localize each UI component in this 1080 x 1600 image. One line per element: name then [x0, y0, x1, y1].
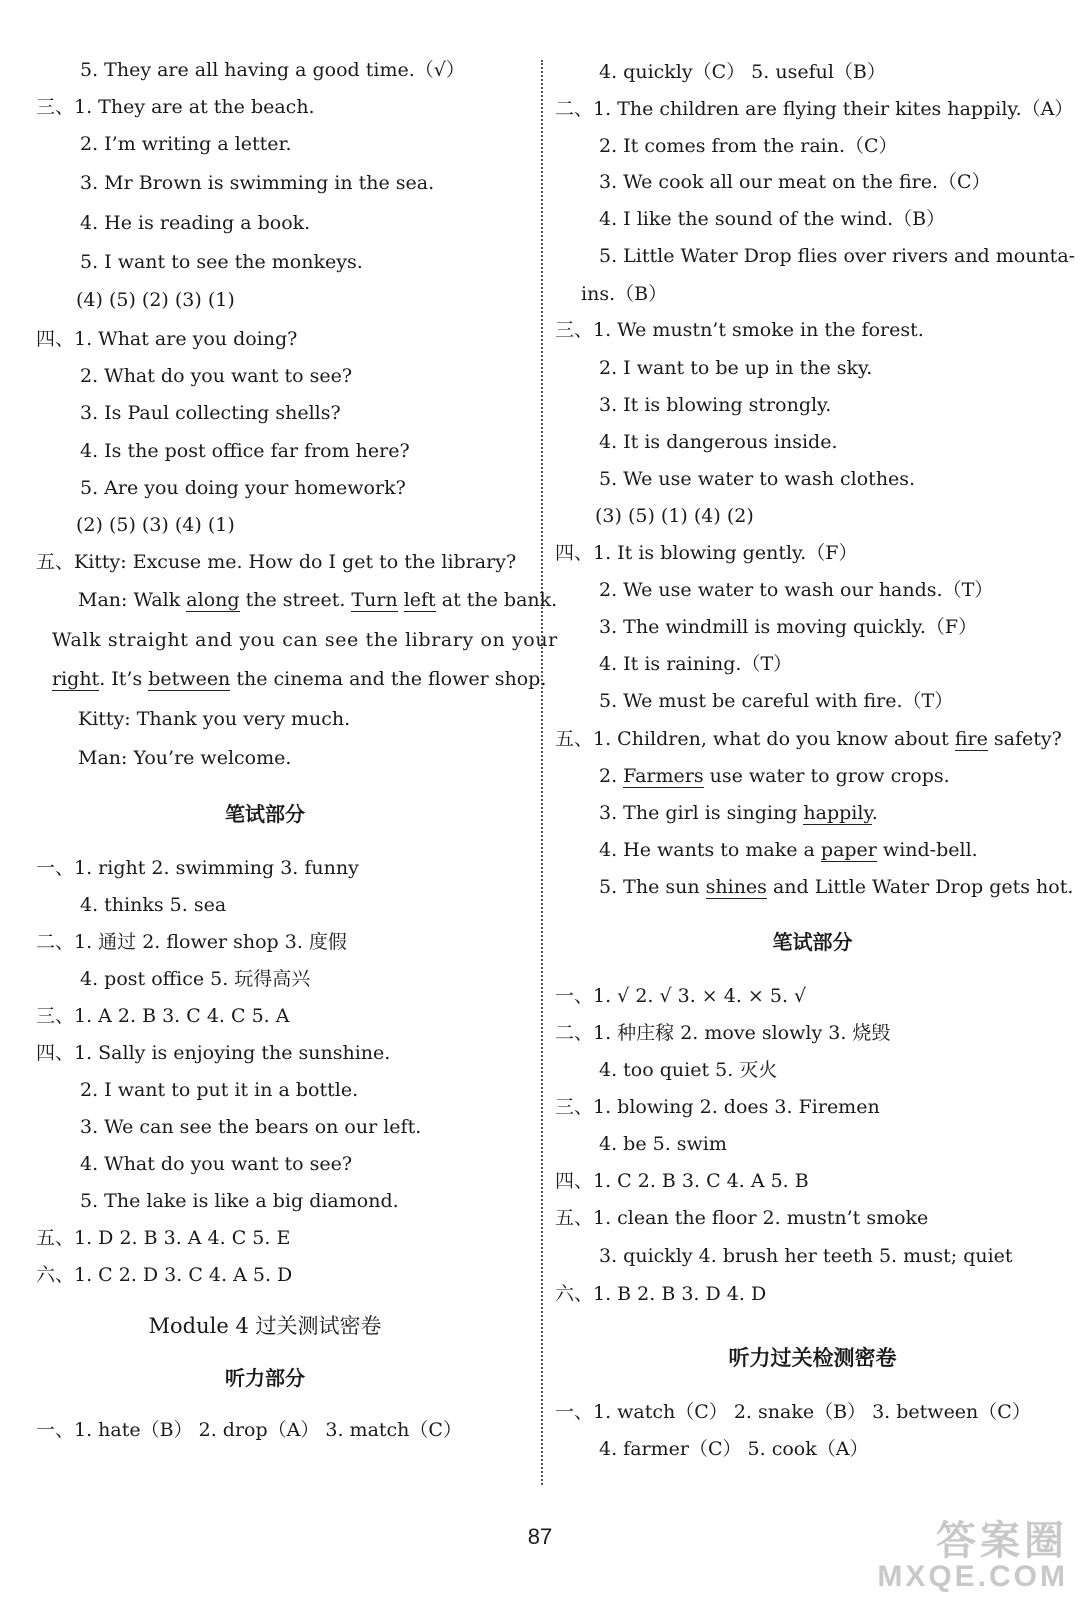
- answer-line: 三、1. blowing 2. does 3. Firemen: [555, 1096, 880, 1118]
- filled-answer: Farmers: [623, 765, 704, 787]
- text: safety?: [987, 728, 1062, 750]
- page-number: 87: [527, 1524, 553, 1549]
- answer-line: 3. Mr Brown is swimming in the sea.: [80, 172, 435, 194]
- answer-line: 二、1. 通过 2. flower shop 3. 度假: [36, 931, 347, 953]
- text: .: [871, 802, 878, 824]
- answer-line: 4. I like the sound of the wind.（B）: [599, 208, 946, 230]
- answer-line: 2. I want to put it in a bottle.: [80, 1079, 359, 1101]
- column-divider: [541, 60, 543, 1485]
- dialogue-line: Walk straight and you can see the library on your: [52, 629, 558, 651]
- answer-line: 六、1. C 2. D 3. C 4. A 5. D: [36, 1264, 293, 1286]
- filled-answer: Turn: [351, 589, 398, 611]
- dialogue-line: Kitty: Thank you very much.: [78, 708, 351, 730]
- answer-line: [599, 838, 978, 862]
- section-heading-line: 四、1. It is blowing gently.（F）: [555, 542, 858, 564]
- answer-line: 5. I want to see the monkeys.: [80, 251, 363, 273]
- dialogue-line: [78, 588, 557, 612]
- section-heading-line: 二、1. The children are flying their kites happily.（A）: [555, 98, 1074, 120]
- section-heading-line: 三、1. They are at the beach.: [36, 96, 315, 118]
- answer-line: 2. We use water to wash our hands.（T）: [599, 579, 994, 601]
- answer-line: [599, 764, 950, 788]
- text: the cinema and the flower shop.: [230, 668, 547, 690]
- filled-answer: between: [148, 668, 231, 690]
- text: at the bank.: [435, 589, 558, 611]
- answer-line: 5. We use water to wash clothes.: [599, 468, 916, 490]
- answer-line: 4. Is the post office far from here?: [80, 440, 410, 462]
- module-title: Module 4 过关测试密卷: [148, 1314, 382, 1338]
- text: 4. He wants to make a: [599, 839, 821, 861]
- answer-line: 4. quickly（C） 5. useful（B）: [599, 61, 886, 83]
- answer-order: (2) (5) (3) (4) (1): [76, 514, 235, 536]
- text: 3. The girl is singing: [599, 802, 804, 824]
- answer-order: (3) (5) (1) (4) (2): [595, 505, 754, 527]
- filled-answer: fire: [954, 728, 988, 750]
- text: 2.: [599, 765, 624, 787]
- answer-line: 4. too quiet 5. 灭火: [599, 1059, 778, 1081]
- answer-line: 2. I want to be up in the sky.: [599, 357, 873, 379]
- answer-line: 4. What do you want to see?: [80, 1153, 353, 1175]
- section-title: 听力部分: [225, 1366, 305, 1390]
- filled-answer: happily: [803, 802, 872, 824]
- section-heading-line: 三、1. We mustn’t smoke in the forest.: [555, 319, 924, 341]
- filled-answer: left: [403, 589, 436, 611]
- answer-line: 5. They are all having a good time.（√）: [80, 59, 465, 81]
- section-heading-line: 四、1. What are you doing?: [36, 328, 298, 350]
- answer-line: 五、1. D 2. B 3. A 4. C 5. E: [36, 1227, 291, 1249]
- dialogue-line: 五、Kitty: Excuse me. How do I get to the library?: [36, 551, 517, 573]
- answer-line: 四、1. C 2. B 3. C 4. A 5. B: [555, 1170, 809, 1192]
- answer-line: 4. post office 5. 玩得高兴: [80, 968, 311, 990]
- answer-line: 3. It is blowing strongly.: [599, 394, 832, 416]
- dialogue-line: [52, 667, 546, 691]
- answer-line: 二、1. 种庄稼 2. move slowly 3. 烧毁: [555, 1022, 891, 1044]
- dialogue-line: Man: You’re welcome.: [78, 747, 292, 769]
- answer-line: 3. We cook all our meat on the fire.（C）: [599, 171, 991, 193]
- answer-line: 4. It is raining.（T）: [599, 653, 793, 675]
- text: use water to grow crops.: [703, 765, 950, 787]
- answer-line: 三、1. A 2. B 3. C 4. C 5. A: [36, 1005, 290, 1027]
- answer-line: 一、1. √ 2. √ 3. × 4. × 5. √: [555, 985, 807, 1007]
- answer-line: 4. He is reading a book.: [80, 212, 311, 234]
- watermark-site: MXQE.COM: [877, 1560, 1068, 1593]
- answer-line: ins.（B）: [581, 283, 668, 305]
- watermark: [877, 1520, 1068, 1592]
- answer-line: 4. be 5. swim: [599, 1133, 727, 1155]
- answer-line: 4. farmer（C） 5. cook（A）: [599, 1438, 869, 1460]
- answer-order: (4) (5) (2) (3) (1): [76, 289, 235, 311]
- text: and Little Water Drop gets hot.: [766, 876, 1074, 898]
- answer-line: 五、1. clean the floor 2. mustn’t smoke: [555, 1207, 929, 1229]
- section-title: 笔试部分: [225, 802, 305, 826]
- answer-line: [599, 875, 1073, 899]
- filled-answer: along: [186, 589, 240, 611]
- answer-line: 一、1. watch（C） 2. snake（B） 3. between（C）: [555, 1401, 1031, 1423]
- text: 五、1. Children, what do you know about: [555, 728, 955, 750]
- answer-line: 2. What do you want to see?: [80, 365, 353, 387]
- filled-answer: shines: [705, 876, 767, 898]
- watermark-logo: 答案圈: [936, 1519, 1068, 1563]
- answer-line: 2. It comes from the rain.（C）: [599, 135, 898, 157]
- answer-line: 2. I’m writing a letter.: [80, 133, 292, 155]
- text: wind-bell.: [876, 839, 978, 861]
- answer-line: 5. Little Water Drop flies over rivers and mounta-: [599, 245, 1076, 267]
- text: [398, 589, 404, 611]
- answer-line: 5. The lake is like a big diamond.: [80, 1190, 399, 1212]
- text: Man: Walk: [78, 589, 187, 611]
- answer-line: 4. It is dangerous inside.: [599, 431, 838, 453]
- answer-line: 5. Are you doing your homework?: [80, 477, 406, 499]
- filled-answer: right: [52, 668, 100, 690]
- text: . It’s: [99, 668, 149, 690]
- text: the street.: [239, 589, 352, 611]
- answer-line: 3. We can see the bears on our left.: [80, 1116, 422, 1138]
- answer-line: 六、1. B 2. B 3. D 4. D: [555, 1283, 767, 1305]
- answer-line: 3. Is Paul collecting shells?: [80, 402, 341, 424]
- answer-line: 3. quickly 4. brush her teeth 5. must; quiet: [599, 1245, 1013, 1267]
- section-title: 听力过关检测密卷: [728, 1345, 897, 1370]
- answer-line: 一、1. hate（B） 2. drop（A） 3. match（C）: [36, 1419, 462, 1441]
- section-title: 笔试部分: [772, 930, 853, 954]
- answer-line: 3. The windmill is moving quickly.（F）: [599, 616, 978, 638]
- answer-line: 4. thinks 5. sea: [80, 894, 227, 916]
- answer-line: 一、1. right 2. swimming 3. funny: [36, 857, 359, 879]
- answer-line: [599, 801, 878, 825]
- text: 5. The sun: [599, 876, 706, 898]
- section-heading-line: [555, 727, 1062, 751]
- answer-line: 5. We must be careful with fire.（T）: [599, 690, 954, 712]
- filled-answer: paper: [820, 839, 877, 861]
- answer-line: 四、1. Sally is enjoying the sunshine.: [36, 1042, 391, 1064]
